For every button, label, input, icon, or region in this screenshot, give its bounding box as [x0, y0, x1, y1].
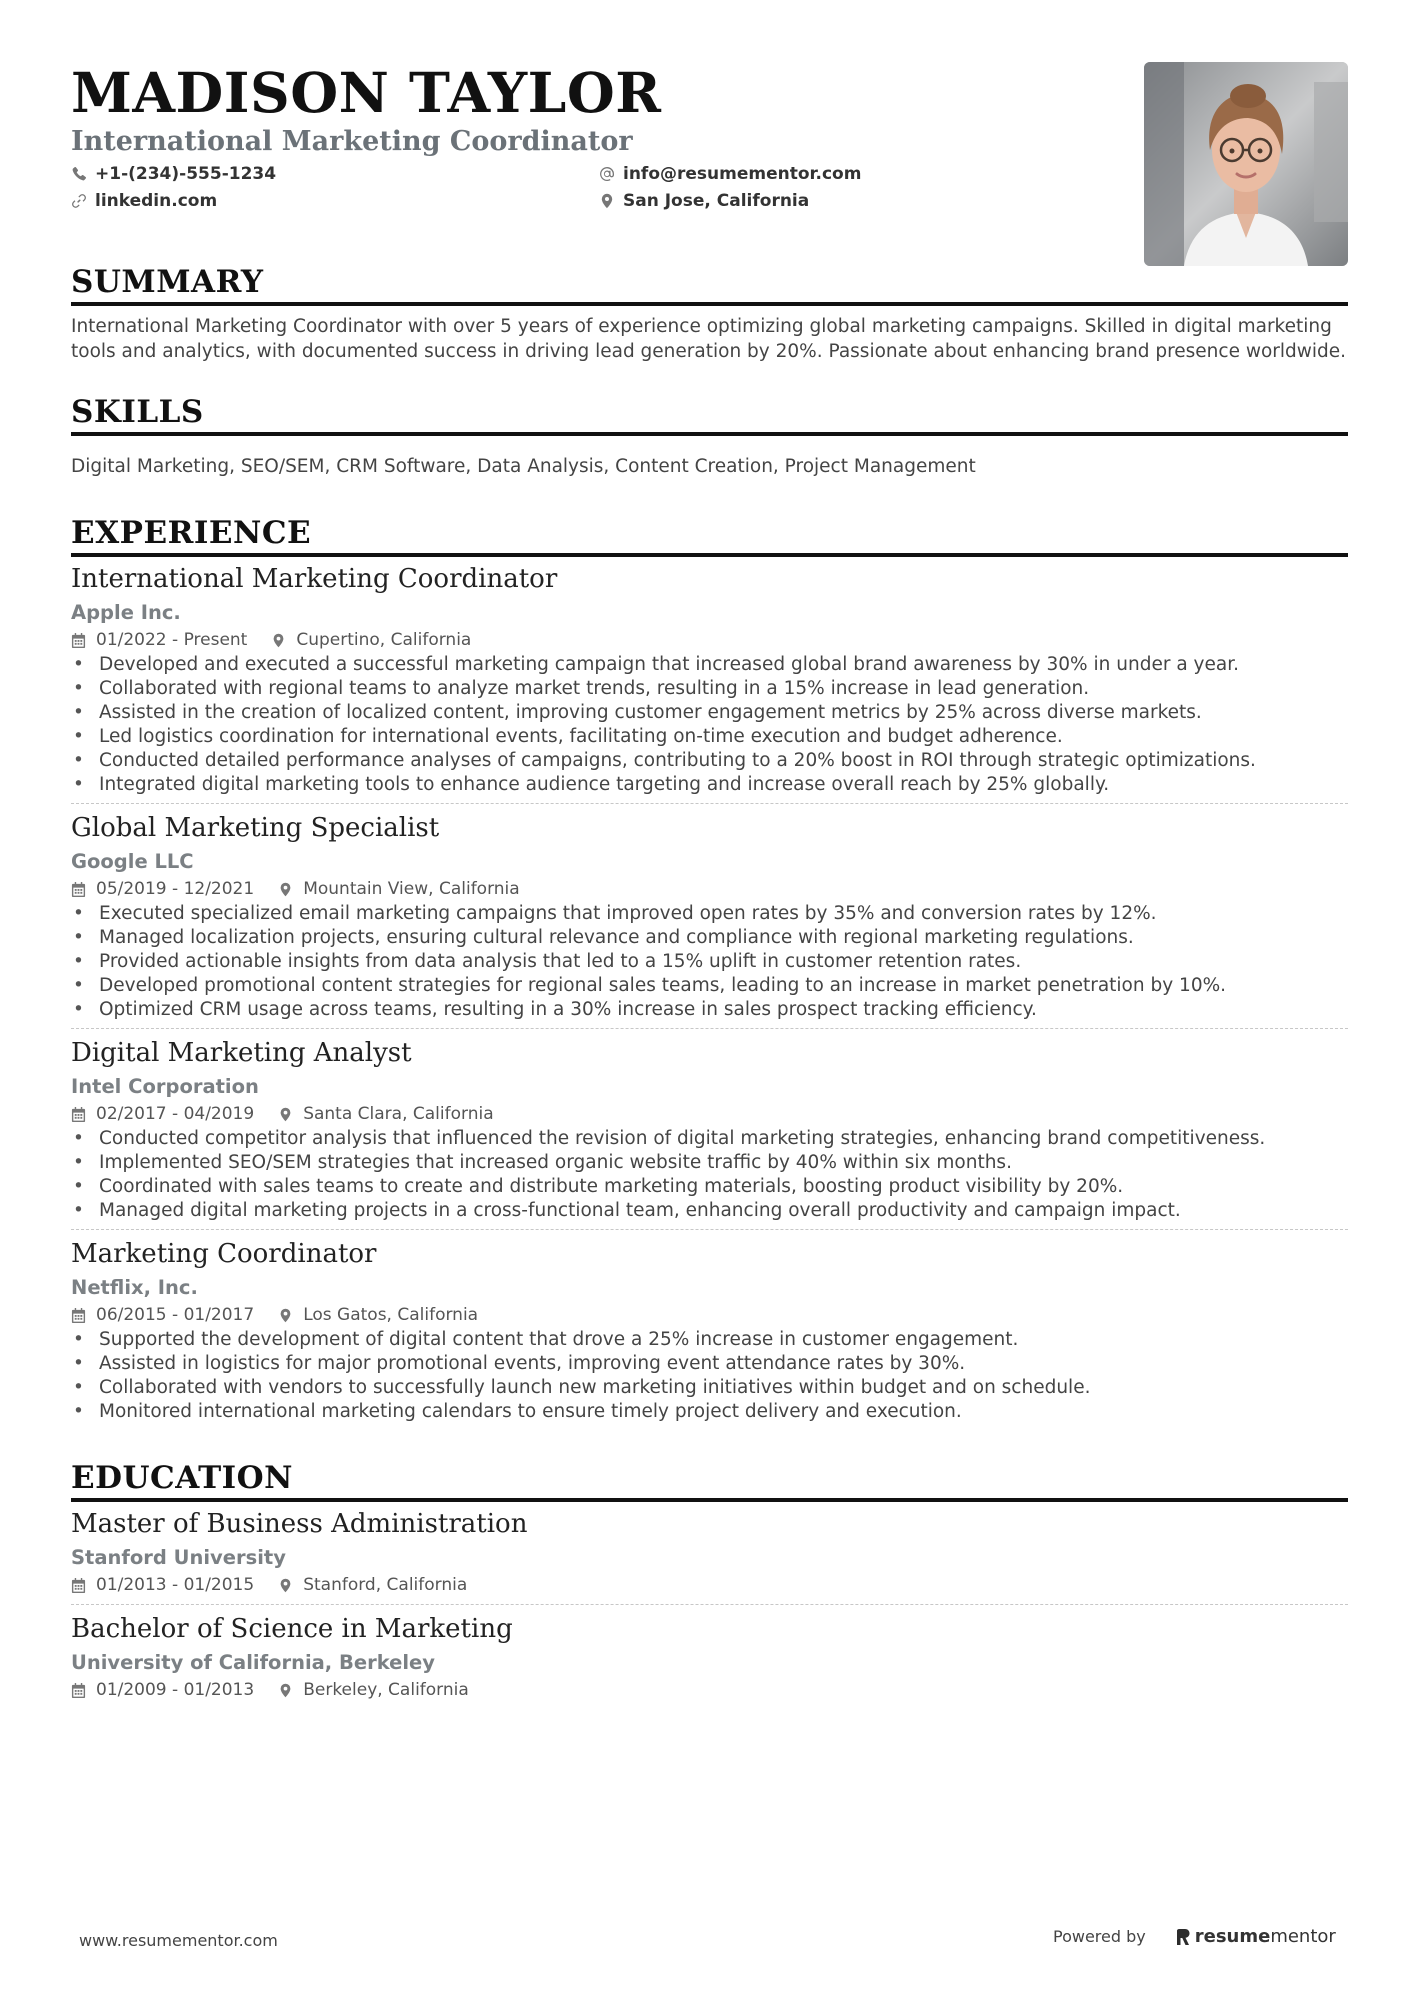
job-location — [278, 1101, 493, 1127]
calendar-icon — [71, 633, 86, 648]
bullet-item: • Developed and executed a successful marketing campaign that increased global brand awareness by 30% in under a year. — [71, 653, 1348, 677]
job-dates: 06/2015 - 01/2017 — [96, 1305, 255, 1325]
calendar-icon — [71, 1107, 86, 1122]
job-dates: 05/2019 - 12/2021 — [96, 879, 255, 899]
brand-resume: resume — [1194, 1926, 1271, 1947]
at-sign-icon — [599, 166, 615, 182]
link-icon — [71, 193, 87, 209]
job-location-text: Santa Clara, California — [303, 1104, 494, 1124]
map-pin-icon — [278, 882, 293, 897]
footer-website[interactable]: www.resumementor.com — [79, 1931, 278, 1950]
contact-email[interactable] — [599, 164, 861, 184]
experience-entry — [71, 803, 1348, 1028]
company-name: Google LLC — [71, 850, 194, 873]
experience-entry — [71, 1028, 1348, 1229]
contact-location — [599, 191, 809, 211]
company-name: Intel Corporation — [71, 1075, 259, 1098]
company-name: Netflix, Inc. — [71, 1276, 198, 1299]
experience-section — [71, 515, 1348, 1430]
linkedin-text: linkedin.com — [95, 191, 218, 211]
experience-list — [71, 561, 1348, 1430]
resume-page — [71, 58, 1348, 1709]
bullet-item: • Integrated digital marketing tools to enhance audience targeting and increase overall reach by 25% globally. — [71, 773, 1348, 797]
education-location — [278, 1572, 467, 1598]
bullet-item: • Executed specialized email marketing campaigns that improved open rates by 35% and conversion rates by 12%. — [71, 902, 1348, 926]
map-pin-icon — [278, 1578, 293, 1593]
summary-text: International Marketing Coordinator with over 5 years of experience optimizing global marketing campaigns. Skilled in digital marketing tools and analytics, with documented success in driving lead generation by 20%. Passionate about enhancing brand presence worldwide. — [71, 316, 1347, 362]
job-title: Digital Marketing Analyst — [71, 1038, 412, 1068]
bullet-item: • Collaborated with vendors to successfully launch new marketing initiatives within budget and on schedule. — [71, 1376, 1348, 1400]
job-meta — [71, 627, 1348, 653]
job-bullets — [71, 653, 1348, 797]
map-pin-icon — [271, 633, 286, 648]
summary-section — [71, 264, 1348, 364]
bullet-item: • Monitored international marketing calendars to ensure timely project delivery and execution. — [71, 1400, 1348, 1424]
bullet-item: • Supported the development of digital content that drove a 25% increase in customer engagement. — [71, 1328, 1348, 1352]
bullet-item: • Developed promotional content strategies for regional sales teams, leading to an increase in market penetration by 10%. — [71, 974, 1348, 998]
bullet-item: • Implemented SEO/SEM strategies that increased organic website traffic by 40% within six months. — [71, 1151, 1348, 1175]
profile-photo — [1144, 62, 1348, 266]
bullet-item: • Conducted detailed performance analyses of campaigns, contributing to a 20% boost in ROI through strategic optimizations. — [71, 749, 1348, 773]
education-entry — [71, 1506, 1348, 1604]
map-pin-icon — [599, 193, 615, 209]
education-meta — [71, 1572, 1348, 1598]
footer-powered — [1053, 1926, 1336, 1947]
bullet-item: • Led logistics coordination for international events, facilitating on-time execution and budget adherence. — [71, 725, 1348, 749]
education-entry — [71, 1604, 1348, 1709]
bullet-item: • Managed localization projects, ensuring cultural relevance and compliance with regional marketing regulations. — [71, 926, 1348, 950]
candidate-name: MADISON TAYLOR — [71, 60, 662, 125]
map-pin-icon — [278, 1107, 293, 1122]
calendar-icon — [71, 1578, 86, 1593]
education-list — [71, 1506, 1348, 1709]
job-meta — [71, 876, 1348, 902]
job-bullets — [71, 1328, 1348, 1424]
candidate-title: International Marketing Coordinator — [71, 126, 633, 157]
contact-phone[interactable] — [71, 164, 276, 184]
education-location-text: Berkeley, California — [303, 1680, 469, 1700]
calendar-icon — [71, 882, 86, 897]
job-location — [278, 1302, 478, 1328]
job-location-text: Cupertino, California — [296, 630, 472, 650]
bullet-item: • Provided actionable insights from data analysis that led to a 15% uplift in customer retention rates. — [71, 950, 1348, 974]
bullet-item: • Optimized CRM usage across teams, resulting in a 30% increase in sales prospect tracking efficiency. — [71, 998, 1348, 1022]
map-pin-icon — [278, 1308, 293, 1323]
job-dates: 01/2022 - Present — [96, 630, 248, 650]
bullet-item: • Managed digital marketing projects in a cross-functional team, enhancing overall productivity and campaign impact. — [71, 1199, 1348, 1223]
education-dates: 01/2009 - 01/2013 — [96, 1680, 255, 1700]
experience-heading: EXPERIENCE — [71, 515, 1348, 557]
job-bullets — [71, 1127, 1348, 1223]
job-meta — [71, 1101, 1348, 1127]
job-location-text: Mountain View, California — [303, 879, 520, 899]
brand-logo[interactable] — [1176, 1926, 1336, 1947]
email-text: info@resumementor.com — [623, 164, 862, 184]
skills-heading: SKILLS — [71, 394, 1348, 436]
bullet-item: • Coordinated with sales teams to create and distribute marketing materials, boosting product visibility by 20%. — [71, 1175, 1348, 1199]
calendar-icon — [71, 1308, 86, 1323]
map-pin-icon — [278, 1683, 293, 1698]
education-location — [278, 1677, 469, 1703]
education-dates: 01/2013 - 01/2015 — [96, 1575, 255, 1595]
bullet-item: • Assisted in the creation of localized content, improving customer engagement metrics by 25% across diverse markets. — [71, 701, 1348, 725]
education-meta — [71, 1677, 1348, 1703]
education-heading: EDUCATION — [71, 1460, 1348, 1502]
bullet-item: • Collaborated with regional teams to analyze market trends, resulting in a 15% increase in lead generation. — [71, 677, 1348, 701]
phone-icon — [71, 166, 87, 182]
bullet-item: • Conducted competitor analysis that influenced the revision of digital marketing strategies, enhancing brand competitiveness. — [71, 1127, 1348, 1151]
job-bullets — [71, 902, 1348, 1022]
education-section — [71, 1460, 1348, 1709]
summary-heading: SUMMARY — [71, 264, 1348, 306]
school-name: Stanford University — [71, 1546, 286, 1569]
job-meta — [71, 1302, 1348, 1328]
job-title: Marketing Coordinator — [71, 1239, 377, 1269]
job-dates: 02/2017 - 04/2019 — [96, 1104, 255, 1124]
education-location-text: Stanford, California — [303, 1575, 468, 1595]
portrait-image — [1144, 62, 1348, 266]
location-text: San Jose, California — [623, 191, 810, 211]
resumementor-logo-icon — [1176, 1928, 1190, 1946]
brand-mentor: mentor — [1270, 1926, 1336, 1947]
school-name: University of California, Berkeley — [71, 1651, 435, 1674]
job-title: International Marketing Coordinator — [71, 564, 558, 594]
powered-by-label: Powered by — [1053, 1927, 1146, 1946]
skills-section — [71, 394, 1348, 479]
company-name: Apple Inc. — [71, 601, 181, 624]
degree-title: Master of Business Administration — [71, 1509, 528, 1539]
experience-entry — [71, 1229, 1348, 1430]
bullet-item: • Assisted in logistics for major promotional events, improving event attendance rates by 30%. — [71, 1352, 1348, 1376]
job-location-text: Los Gatos, California — [303, 1305, 479, 1325]
job-location — [271, 627, 471, 653]
skills-text: Digital Marketing, SEO/SEM, CRM Software, Data Analysis, Content Creation, Project Management — [71, 456, 976, 477]
job-location — [278, 876, 519, 902]
experience-entry — [71, 561, 1348, 803]
job-title: Global Marketing Specialist — [71, 813, 440, 843]
degree-title: Bachelor of Science in Marketing — [71, 1614, 513, 1644]
calendar-icon — [71, 1683, 86, 1698]
phone-text: +1-(234)-555-1234 — [95, 164, 277, 184]
contact-linkedin[interactable] — [71, 191, 217, 211]
